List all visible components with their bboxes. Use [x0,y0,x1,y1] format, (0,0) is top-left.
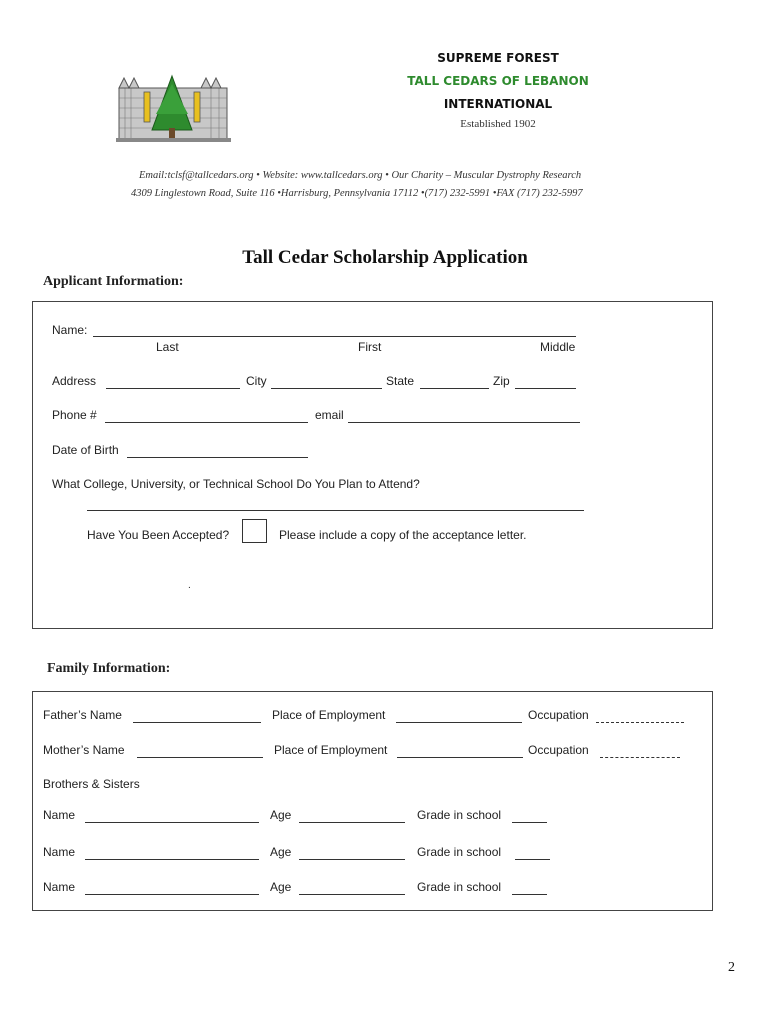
org-name-line3: INTERNATIONAL [443,97,553,111]
family-section-heading: Family Information: [47,661,171,676]
name-label: Name: [52,323,88,337]
page-title: Tall Cedar Scholarship Application [242,247,528,268]
sibling-grade-label: Grade in school [417,845,502,859]
sibling-name-label: Name [43,880,76,894]
father-occupation-field[interactable] [596,708,684,723]
stray-dot: . [188,580,191,591]
sibling-age-label: Age [270,845,292,859]
contact-line-1: Email:tclsf@tallcedars.org • Website: www.tallcedars.org • Our Charity – Muscular Dystrophy Research [139,170,582,181]
sibling-grade-label: Grade in school [417,808,502,822]
siblings-label: Brothers & Sisters [43,777,140,791]
accepted-checkbox[interactable] [242,519,267,543]
sibling-name-field[interactable] [85,880,259,895]
phone-field[interactable] [105,408,308,423]
address-field[interactable] [106,374,240,389]
sibling-name-field[interactable] [85,845,259,860]
first-name-caption: First [358,340,382,354]
sibling-grade-field[interactable] [515,845,550,860]
sibling-name-label: Name [43,808,76,822]
sibling-age-label: Age [270,808,292,822]
mother-occupation-label: Occupation [528,743,589,757]
sibling-age-field[interactable] [299,845,405,860]
email-label: email [315,408,344,422]
father-occupation-label: Occupation [528,708,589,722]
father-name-label: Father’s Name [43,708,122,722]
mother-name-field[interactable] [137,743,263,758]
father-employment-field[interactable] [396,708,522,723]
family-info-box [32,691,713,911]
tall-cedars-logo [116,74,231,144]
mother-employment-field[interactable] [397,743,523,758]
college-question: What College, University, or Technical School Do You Plan to Attend? [52,477,420,491]
established-text: Established 1902 [460,118,536,130]
father-name-field[interactable] [133,708,261,723]
zip-label: Zip [493,374,510,388]
sibling-grade-field[interactable] [512,808,547,823]
dob-field[interactable] [127,443,308,458]
sibling-grade-field[interactable] [512,880,547,895]
college-field[interactable] [87,496,584,511]
state-label: State [386,374,415,388]
mother-occupation-field[interactable] [600,743,680,758]
applicant-section-heading: Applicant Information: [43,274,184,289]
mother-name-label: Mother’s Name [43,743,125,757]
email-field[interactable] [348,408,580,423]
org-name-line2: TALL CEDARS OF LEBANON [407,74,589,88]
org-name-line1: SUPREME FOREST [437,51,559,65]
city-field[interactable] [271,374,382,389]
phone-label: Phone # [52,408,97,422]
sibling-grade-label: Grade in school [417,880,502,894]
sibling-name-field[interactable] [85,808,259,823]
state-field[interactable] [420,374,489,389]
father-employment-label: Place of Employment [272,708,386,722]
sibling-age-label: Age [270,880,292,894]
contact-line-2: 4309 Linglestown Road, Suite 116 •Harrisburg, Pennsylvania 17112 •(717) 232-5991 •FAX (717) 232-5997 [131,188,583,199]
acceptance-note: Please include a copy of the acceptance letter. [279,528,527,542]
city-label: City [246,374,267,388]
dob-label: Date of Birth [52,443,119,457]
page-number: 2 [728,960,735,975]
last-name-caption: Last [156,340,179,354]
address-label: Address [52,374,97,388]
middle-name-caption: Middle [540,340,576,354]
zip-field[interactable] [515,374,576,389]
name-field[interactable] [93,322,576,337]
sibling-name-label: Name [43,845,76,859]
accepted-question: Have You Been Accepted? [87,528,230,542]
sibling-age-field[interactable] [299,808,405,823]
mother-employment-label: Place of Employment [274,743,388,757]
sibling-age-field[interactable] [299,880,405,895]
